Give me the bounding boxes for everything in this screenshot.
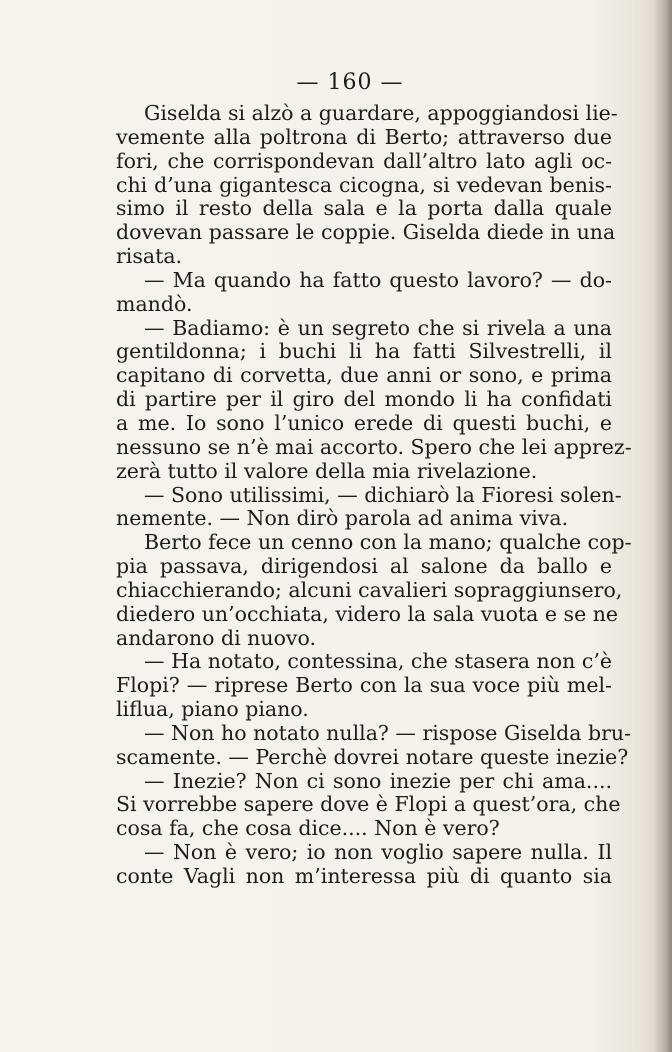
text-line: pia passava, dirigendosi al salone da ballo e (116, 554, 612, 579)
text-line: — Non è vero; io non voglio sapere nulla. Il (144, 840, 612, 865)
text-line: — Badiamo: è un segreto che si rivela a una (144, 315, 612, 340)
text-line: zerà tutto il valore della mia rivelazione. (116, 458, 538, 483)
text-line: liflua, piano piano. (116, 697, 309, 722)
text-line: dovevan passare le coppie. Giselda diede in una (116, 220, 616, 245)
text-line: capitano di corvetta, due anni or sono, e prima (116, 363, 612, 388)
text-line: Giselda si alzò a guardare, appoggiandosi lie- (144, 101, 618, 125)
page-number: — 160 — (296, 70, 404, 95)
text-line: nessuno se n’è mai accorto. Spero che lei apprez- (116, 434, 632, 459)
text-line: chi d’una gigantesca cicogna, si vedevan benis- (116, 172, 612, 197)
text-line: Flopi? — riprese Berto con la sua voce più mel- (116, 673, 612, 698)
text-line: simo il resto della sala e la porta dalla quale (116, 196, 612, 221)
text-line: Si vorrebbe sapere dove è Flopi a quest’ora, che (116, 792, 621, 817)
text-line: mandò. (116, 291, 193, 316)
text-line: — Non ho notato nulla? — rispose Giselda bru- (144, 720, 632, 745)
text-line: nemente. — Non dirò parola ad anima viva. (116, 506, 569, 531)
text-line: — Sono utilissimi, — dichiarò la Fioresi solen- (144, 482, 622, 507)
text-line: cosa fa, che cosa dice.... Non è vero? (116, 816, 500, 841)
text-line: gentildonna; i buchi li ha fatti Silvestrelli, il (116, 339, 612, 364)
text-line: — Ma quando ha fatto questo lavoro? — do- (144, 267, 612, 292)
body-text (116, 101, 632, 889)
text-line: a me. Io sono l’unico erede di questi buchi, e (116, 410, 612, 435)
text-line: — Inezie? Non ci sono inezie per chi ama.... (144, 768, 612, 793)
text-line: diedero un’occhiata, videro la sala vuota e se ne (116, 601, 619, 626)
text-line: — Ha notato, contessina, che stasera non c’è (144, 649, 612, 674)
text-line: chiacchierando; alcuni cavalieri sopraggiunsero, (116, 577, 623, 602)
text-line: risata. (116, 244, 183, 269)
text-line: andarono di nuovo. (116, 625, 316, 650)
text-line: fori, che corrispondevan dall’altro lato agli oc- (116, 148, 612, 173)
text-line: scamente. — Perchè dovrei notare queste inezie? (116, 744, 629, 769)
text-line: conte Vagli non m’interessa più di quanto sia (116, 864, 612, 888)
text-line: Berto fece un cenno con la mano; qualche cop- (144, 530, 632, 555)
text-line: di partire per il giro del mondo li ha confidati (116, 387, 612, 412)
page-edge-shadow (654, 0, 672, 1052)
text-line: vemente alla poltrona di Berto; attraverso due (116, 124, 612, 149)
